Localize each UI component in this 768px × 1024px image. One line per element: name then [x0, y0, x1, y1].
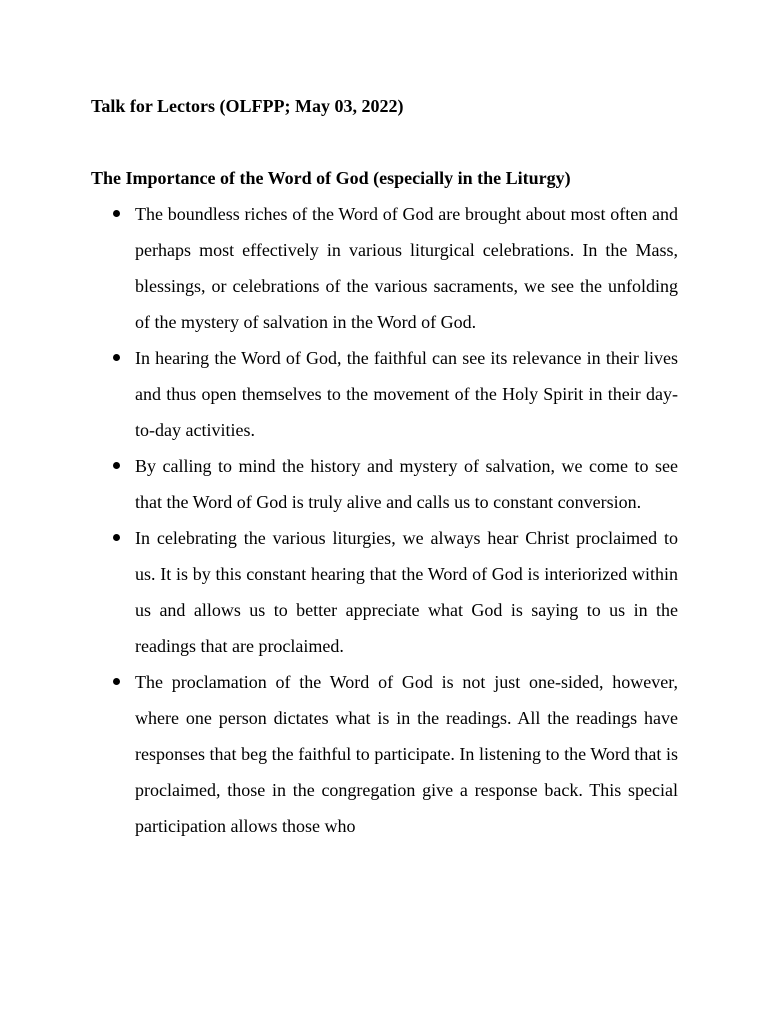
bullet-text: In hearing the Word of God, the faithful can see its relevance in their lives and thus open themselves to the movement of the Holy Spirit in their day-to-day activities. [135, 348, 678, 440]
list-item [0, 340, 768, 448]
list-item [0, 520, 768, 664]
list-item [0, 196, 768, 340]
bullet-text: By calling to mind the history and mystery of salvation, we come to see that the Word of God is truly alive and calls us to constant conversion. [135, 456, 678, 512]
bullet-text: In celebrating the various liturgies, we always hear Christ proclaimed to us. It is by this constant hearing that the Word of God is interiorized within us and allows us to better appreciate what God is saying to us in the readings that are proclaimed. [135, 528, 678, 656]
bullet-icon [113, 462, 120, 469]
list-item [0, 448, 768, 520]
section-heading: The Importance of the Word of God (especially in the Liturgy) [91, 168, 571, 188]
bullet-text: The proclamation of the Word of God is not just one-sided, however, where one person dictates what is in the readings. All the readings have responses that beg the faithful to participate. In listening to the Word that is proclaimed, those in the congregation give a response back. This special participation allows those who [135, 672, 678, 836]
bullet-icon [113, 534, 120, 541]
bullet-icon [113, 210, 120, 217]
bullet-icon [113, 354, 120, 361]
bullet-icon [113, 678, 120, 685]
bullet-text: The boundless riches of the Word of God are brought about most often and perhaps most effectively in various liturgical celebrations. In the Mass, blessings, or celebrations of the various sacraments, we see the unfolding of the mystery of salvation in the Word of God. [135, 204, 678, 332]
bullet-list [0, 196, 768, 844]
document-title: Talk for Lectors (OLFPP; May 03, 2022) [91, 96, 404, 116]
list-item [0, 664, 768, 844]
